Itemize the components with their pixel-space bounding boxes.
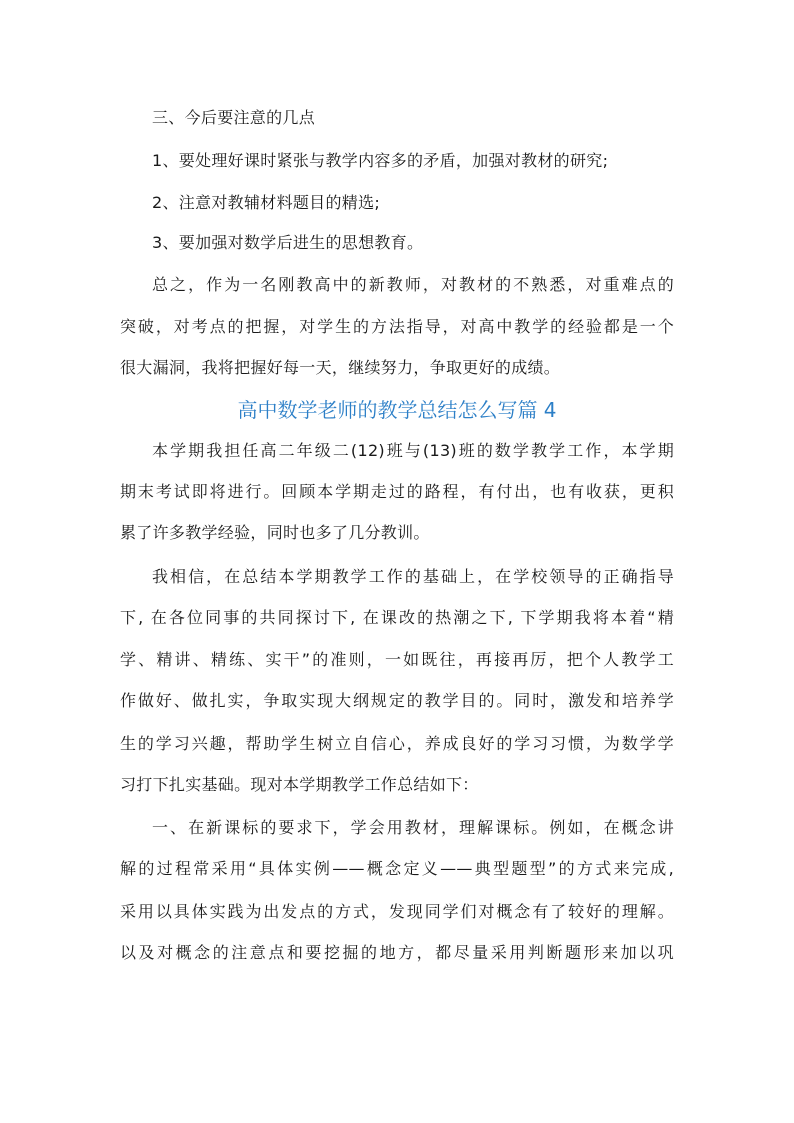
belief-line-6: 习打下扎实基础。现对本学期教学工作总结如下： <box>120 775 479 794</box>
intro-line-2: 期末考试即将进行。回顾本学期走过的路程，有付出，也有收获，更积 <box>120 482 674 501</box>
conclusion-line-1: 总之，作为一名刚教高中的新教师，对教材的不熟悉，对重难点的 <box>152 275 674 294</box>
section-one-line-1: 一、在新课标的要求下，学会用教材，理解课标。例如，在概念讲 <box>152 818 674 837</box>
belief-line-2: 下, 在各位同事的共同探讨下, 在课改的热潮之下, 下学期我将本着“精 <box>120 608 674 627</box>
point-3: 3、要加强对数学后进生的思想教育。 <box>152 233 424 252</box>
section-one-line-3: 采用以具体实践为出发点的方式，发现同学们对概念有了较好的理解。 <box>120 902 674 921</box>
section-three-heading: 三、今后要注意的几点 <box>152 108 316 127</box>
belief-line-1: 我相信，在总结本学期教学工作的基础上，在学校领导的正确指导 <box>152 567 674 586</box>
belief-line-3: 学、精讲、精练、实干”的准则，一如既往，再接再厉，把个人教学工 <box>120 650 674 669</box>
point-2: 2、注意对教辅材料题目的精选; <box>152 193 381 212</box>
intro-line-3: 累了许多教学经验，同时也多了几分教训。 <box>120 523 430 542</box>
conclusion-line-2: 突破，对考点的把握，对学生的方法指导，对高中教学的经验都是一个 <box>120 317 674 336</box>
section-one-line-2: 解的过程常采用“具体实例——概念定义——典型题型”的方式来完成, <box>120 859 674 878</box>
conclusion-line-3: 很大漏洞，我将把握好每一天，继续努力，争取更好的成绩。 <box>120 358 561 377</box>
article-title: 高中数学老师的教学总结怎么写篇 4 <box>237 398 557 422</box>
belief-line-4: 作做好、做扎实，争取实现大纲规定的教学目的。同时，激发和培养学 <box>120 691 674 710</box>
point-1: 1、要处理好课时紧张与教学内容多的矛盾，加强对教材的研究; <box>152 151 609 170</box>
section-one-line-4: 以及对概念的注意点和要挖掘的地方，都尽量采用判断题形来加以巩 <box>120 943 674 962</box>
intro-line-1: 本学期我担任高二年级二(12)班与(13)班的数学教学工作，本学期 <box>152 441 674 460</box>
belief-line-5: 生的学习兴趣，帮助学生树立自信心，养成良好的学习习惯，为数学学 <box>120 734 674 753</box>
